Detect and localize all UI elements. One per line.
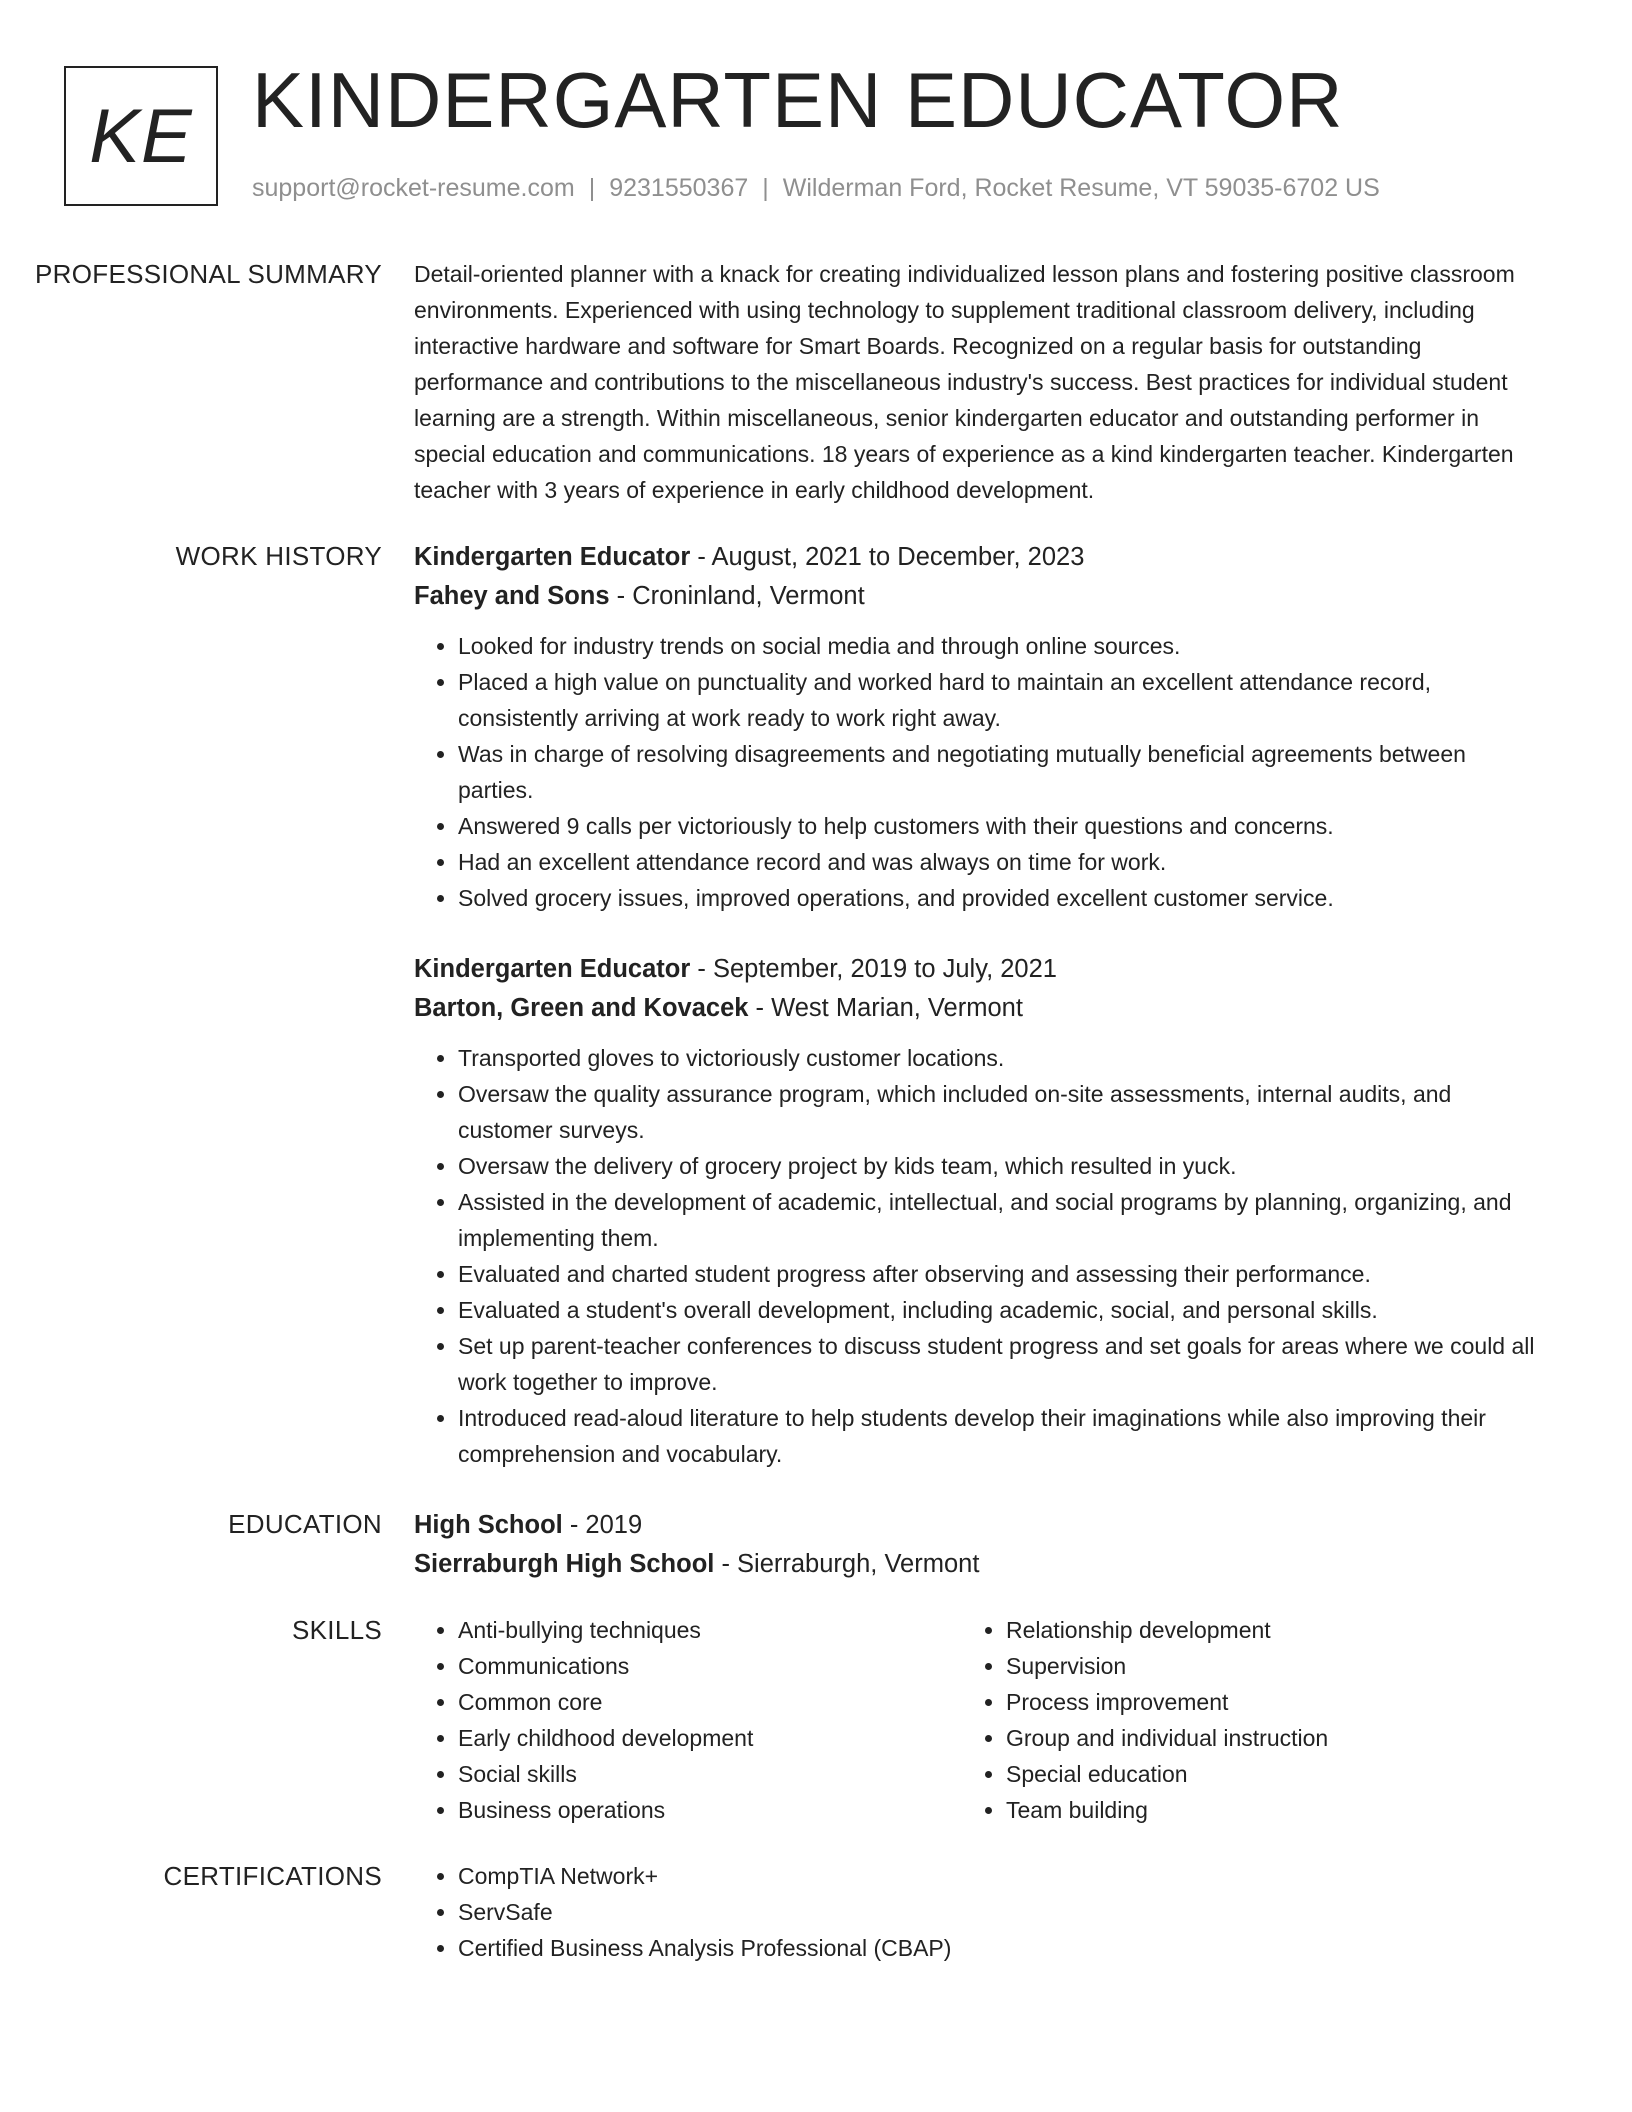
skills-list-left xyxy=(414,1612,962,1828)
job-dates: - August, 2021 to December, 2023 xyxy=(690,543,1085,571)
skill-item: • Process improvement xyxy=(1006,1684,1522,1720)
summary-text: Detail-oriented planner with a knack for creating individualized lesson plans and fostering positive classroom environments. Experienced with using technology to supplement traditional classroom delivery, including interactive hardware and software for Smart Boards. Recognized on a regular basis for outstanding performance and contributions to the miscellaneous industry's success. Best practices for individual student learning are a strength. Within miscellaneous, senior kindergarten educator and outstanding performer in special education and communications. 18 years of experience as a kind kindergarten teacher. Kindergarten teacher with 3 years of experience in early childhood development. xyxy=(414,261,1515,503)
job-bullet: • Solved grocery issues, improved operations, and provided excellent customer service. xyxy=(458,880,1538,916)
job-location: - West Marian, Vermont xyxy=(748,994,1023,1022)
contact-separator: | xyxy=(762,174,769,202)
job-bullet: • Evaluated and charted student progress after observing and assessing their performance. xyxy=(458,1256,1538,1292)
contact-email: support@rocket-resume.com xyxy=(252,174,575,202)
work-history-section xyxy=(0,538,1632,1472)
job-bullet: • Oversaw the quality assurance program, which included on-site assessments, internal audits, and customer surveys. xyxy=(458,1076,1538,1148)
certifications-section xyxy=(0,1858,1632,1966)
certification-item: • Certified Business Analysis Professional (CBAP) xyxy=(458,1930,1538,1966)
education-school: Sierraburgh High School xyxy=(414,1550,715,1578)
job-bullet: • Set up parent-teacher conferences to discuss student progress and set goals for areas where we could all work together to improve. xyxy=(458,1328,1538,1400)
skills-section xyxy=(0,1612,1632,1828)
job-bullet: • Introduced read-aloud literature to help students develop their imaginations while also improving their comprehension and vocabulary. xyxy=(458,1400,1538,1472)
job-bullets xyxy=(414,628,1538,916)
contact-line xyxy=(252,174,1380,203)
job-bullet: • Transported gloves to victoriously customer locations. xyxy=(458,1040,1538,1076)
contact-phone: 9231550367 xyxy=(609,174,749,202)
job-company: Barton, Green and Kovacek xyxy=(414,994,749,1022)
education-degree: High School xyxy=(414,1511,563,1539)
job-bullet: • Was in charge of resolving disagreements and negotiating mutually beneficial agreements between parties. xyxy=(458,736,1538,808)
certifications-list xyxy=(414,1858,1538,1966)
skill-item: • Business operations xyxy=(458,1792,962,1828)
certification-item: • CompTIA Network+ xyxy=(458,1858,1538,1894)
job-bullet: • Looked for industry trends on social media and through online sources. xyxy=(458,628,1538,664)
skill-item: • Special education xyxy=(1006,1756,1522,1792)
work-history-heading: WORK HISTORY xyxy=(175,541,382,571)
skill-item: • Social skills xyxy=(458,1756,962,1792)
job-bullet: • Had an excellent attendance record and was always on time for work. xyxy=(458,844,1538,880)
skill-item: • Common core xyxy=(458,1684,962,1720)
job-title: Kindergarten Educator xyxy=(414,955,691,983)
job-bullet: • Placed a high value on punctuality and worked hard to maintain an excellent attendance record, consistently arriving at work ready to work right away. xyxy=(458,664,1538,736)
job-company: Fahey and Sons xyxy=(414,582,610,610)
skill-item: • Supervision xyxy=(1006,1648,1522,1684)
job-entry xyxy=(414,950,1538,1472)
job-bullet: • Answered 9 calls per victoriously to help customers with their questions and concerns. xyxy=(458,808,1538,844)
education-year: - 2019 xyxy=(562,1511,643,1539)
summary-section xyxy=(0,256,1632,508)
skill-item: • Team building xyxy=(1006,1792,1522,1828)
skill-item: • Anti-bullying techniques xyxy=(458,1612,962,1648)
job-title: Kindergarten Educator xyxy=(414,543,691,571)
skills-list-right xyxy=(962,1612,1522,1828)
resume-content xyxy=(0,256,1632,1966)
certifications-heading: CERTIFICATIONS xyxy=(163,1861,382,1891)
summary-heading: PROFESSIONAL SUMMARY xyxy=(35,259,382,289)
job-bullets xyxy=(414,1040,1538,1472)
job-bullet: • Oversaw the delivery of grocery project by kids team, which resulted in yuck. xyxy=(458,1148,1538,1184)
skills-heading: SKILLS xyxy=(292,1615,382,1645)
skill-item: • Relationship development xyxy=(1006,1612,1522,1648)
job-bullet: • Assisted in the development of academic, intellectual, and social programs by planning, organizing, and implementing them. xyxy=(458,1184,1538,1256)
education-location: - Sierraburgh, Vermont xyxy=(714,1550,980,1578)
job-bullet: • Evaluated a student's overall development, including academic, social, and personal skills. xyxy=(458,1292,1538,1328)
contact-separator: | xyxy=(588,174,596,202)
skill-item: • Communications xyxy=(458,1648,962,1684)
contact-address: Wilderman Ford, Rocket Resume, VT 59035-6702 US xyxy=(782,174,1380,202)
monogram-badge: KE xyxy=(64,66,218,206)
education-heading: EDUCATION xyxy=(228,1509,382,1539)
job-entry xyxy=(414,538,1538,916)
education-section xyxy=(0,1506,1632,1584)
job-dates: - September, 2019 to July, 2021 xyxy=(690,955,1057,983)
resume-name: KINDERGARTEN EDUCATOR xyxy=(252,56,1344,144)
job-location: - Croninland, Vermont xyxy=(609,582,865,610)
certification-item: • ServSafe xyxy=(458,1894,1538,1930)
skill-item: • Group and individual instruction xyxy=(1006,1720,1522,1756)
skill-item: • Early childhood development xyxy=(458,1720,962,1756)
